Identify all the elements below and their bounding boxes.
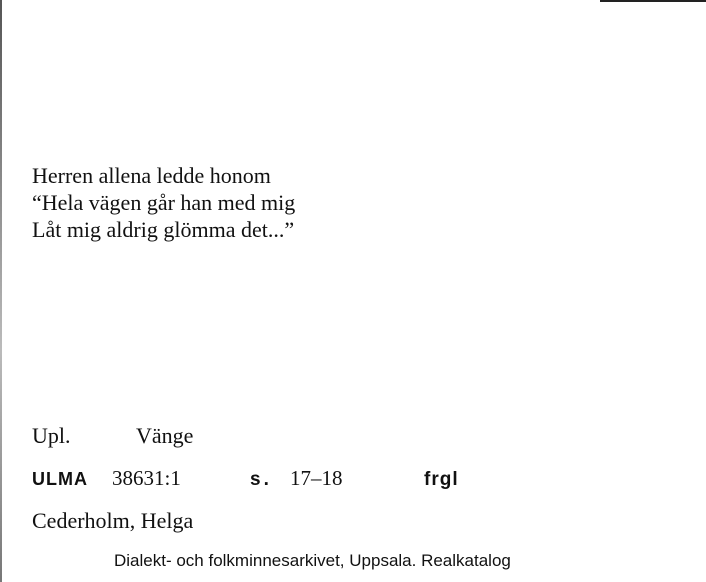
card-top-edge (600, 0, 706, 2)
author-name: Cederholm, Helga (32, 508, 194, 533)
type-code: frgl (424, 469, 459, 490)
archive-footer: Dialekt- och folkminnesarkivet, Uppsala. Realkatalog (114, 551, 511, 570)
verse-line-1: Herren allena ledde honom (32, 163, 271, 188)
verse-line-2: “Hela vägen går han med mig (32, 190, 296, 215)
archive-number: 38631:1 (112, 466, 181, 490)
parish-label: Vänge (136, 423, 194, 448)
verse-line-3: Låt mig aldrig glömma det...” (32, 217, 295, 242)
page-label: s. (250, 469, 272, 490)
page-number: 17–18 (290, 466, 343, 490)
verse-text (32, 162, 295, 243)
province-label: Upl. (32, 423, 71, 448)
archive-label: ULMA (32, 469, 88, 489)
card-left-edge (0, 0, 2, 582)
